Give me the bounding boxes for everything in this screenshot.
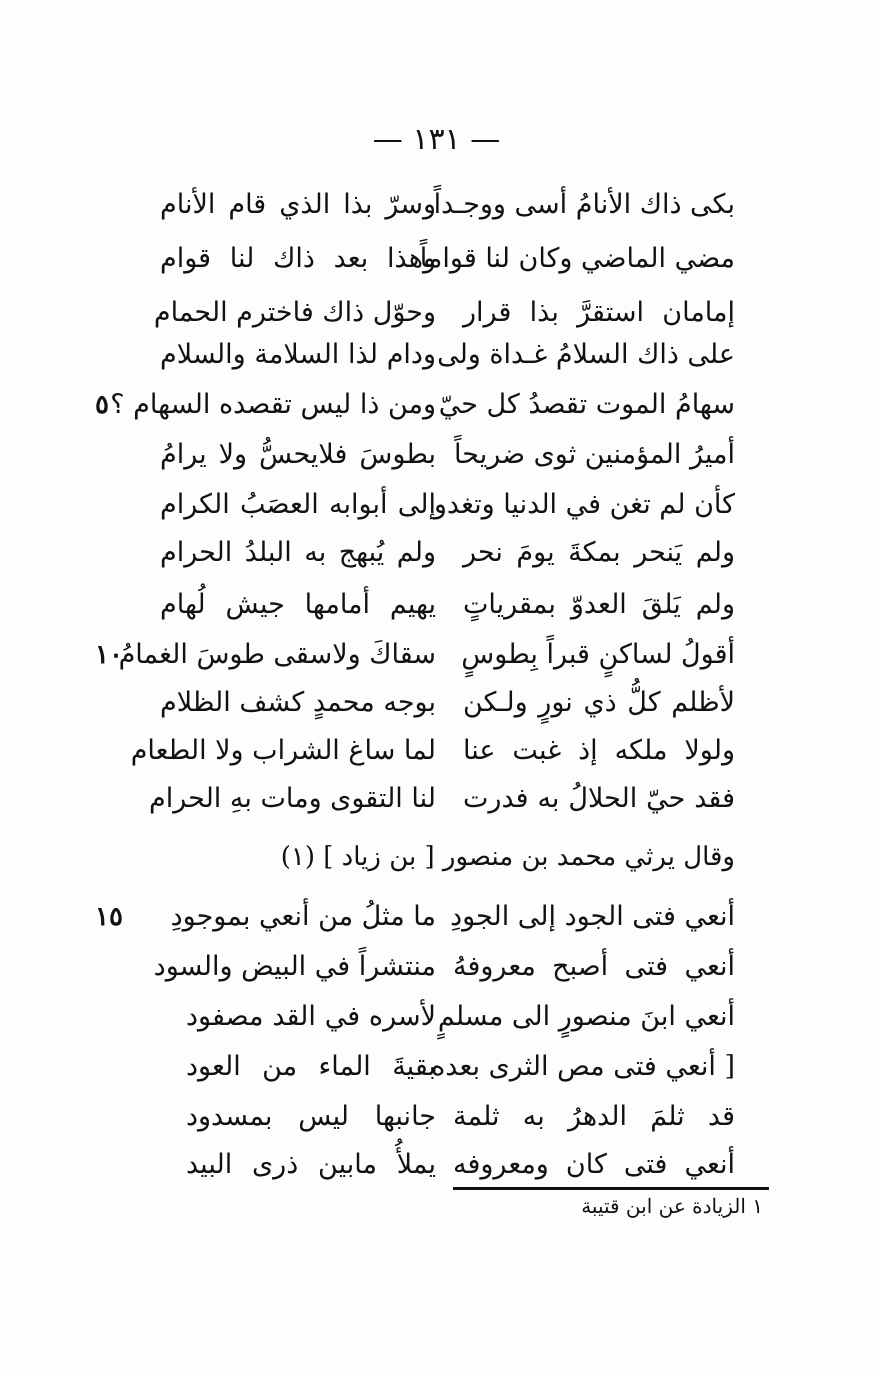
first-hemistich: قد ثلمَ الدهرُ به ثلمة [453,1101,735,1132]
verse-line [0,630,873,680]
second-hemistich: إلى أبوابه العصَبُ الكرام [160,489,436,520]
verse-line [0,330,873,380]
first-hemistich: كأن لم تغن في الدنيا وتغدو [433,489,735,520]
second-hemistich: بوجه محمدٍ كشف الظلام [160,687,436,718]
verse-line [0,580,873,630]
second-hemistich: يملأُ مابين ذرى البيد [186,1149,436,1180]
first-hemistich: أميرُ المؤمنين ثوى ضريحاً [454,439,735,470]
first-hemistich: لأظلم كلُّ ذي نورٍ ولـكن [463,687,735,718]
second-hemistich: ما مثلُ من أنعي بموجودِ [170,901,436,932]
second-hemistich: بطوسَ فلايحسُّ ولا يرامُ [160,439,436,470]
second-hemistich: بقيةَ الماء من العود [186,1051,436,1082]
second-hemistich: جانبها ليس بمسدود [186,1101,436,1132]
first-hemistich: على ذاك السلامُ غـداة ولى [437,339,735,370]
verse-line [0,528,873,578]
first-hemistich: [ أنعي فتى مص الثرى بعده [431,1051,735,1082]
first-hemistich: أقولُ لساكنٍ قبراً بِطوسٍ [461,639,735,670]
first-hemistich: فقد حيّ الحلالُ به فدرت [463,783,735,814]
second-hemistich: ولم يُبهج به البلدُ الحرام [160,537,436,568]
first-hemistich: ولم يَنحر بمكةَ يومَ نحر [463,537,735,568]
verse-line [0,892,873,942]
first-hemistich: أنعي فتى كان ومعروفه [453,1149,735,1180]
verse-line [0,992,873,1042]
first-hemistich: مضي الماضي وكان لنا قواماً [419,243,735,274]
poem-intro: وقال يرثي محمد بن منصور [ بن زياد ] (١) [280,842,735,872]
first-hemistich: إمامان استقرَّ بذا قرار [463,297,735,328]
first-hemistich: أنعي فتى الجود إلى الجودِ [450,901,735,932]
first-hemistich: ولم يَلقَ العدوّ بمقرياتٍ [463,589,735,620]
second-hemistich: وهذا بعد ذاك لنا قوام [160,243,436,274]
first-hemistich: أنعي ابنَ منصورٍ الى مسلمٍ [437,1001,735,1032]
verse-line [0,180,873,230]
verse-line [0,1140,873,1190]
verse-line [0,1042,873,1092]
second-hemistich: لأسره في القد مصفود [186,1001,436,1032]
line-number: ١٥ [95,902,123,932]
verse-line [0,774,873,824]
verse-line [0,1092,873,1142]
second-hemistich: وحوّل ذاك فاخترم الحمام [153,297,436,328]
second-hemistich: منتشراً في البيض والسود [153,951,436,982]
verse-line [0,430,873,480]
verse-line [0,726,873,776]
page-number: — ١٣١ — [372,122,501,157]
second-hemistich: يهيم أمامها جيش لُهام [160,589,436,620]
second-hemistich: وسرّ بذا الذي قام الأنام [160,189,436,220]
second-hemistich: ومن ذا ليس تقصده السهام ؟ [110,389,436,420]
verse-line [0,942,873,992]
footnote-rule [453,1187,769,1190]
second-hemistich: سقاكَ ولاسقى طوسَ الغمامُ [118,639,436,670]
first-hemistich: سهامُ الموت تقصدُ كل حيّ [438,389,735,420]
verse-line [0,380,873,430]
second-hemistich: لنا التقوى ومات بهِ الحرام [149,783,436,814]
verse-line [0,234,873,284]
line-number: ١٠ [95,640,123,670]
verse-line [0,678,873,728]
line-number: ٥ [95,390,109,420]
verse-line [0,480,873,530]
second-hemistich: لما ساغ الشراب ولا الطعام [130,735,436,766]
first-hemistich: أنعي فتى أصبح معروفهُ [453,951,735,982]
first-hemistich: بكى ذاك الأنامُ أسى ووجـداً [433,189,735,220]
first-hemistich: ولولا ملكه إذ غبت عنا [463,735,735,766]
footnote: ١ الزيادة عن ابن قتيبة [581,1194,763,1218]
second-hemistich: ودام لذا السلامة والسلام [160,339,436,370]
